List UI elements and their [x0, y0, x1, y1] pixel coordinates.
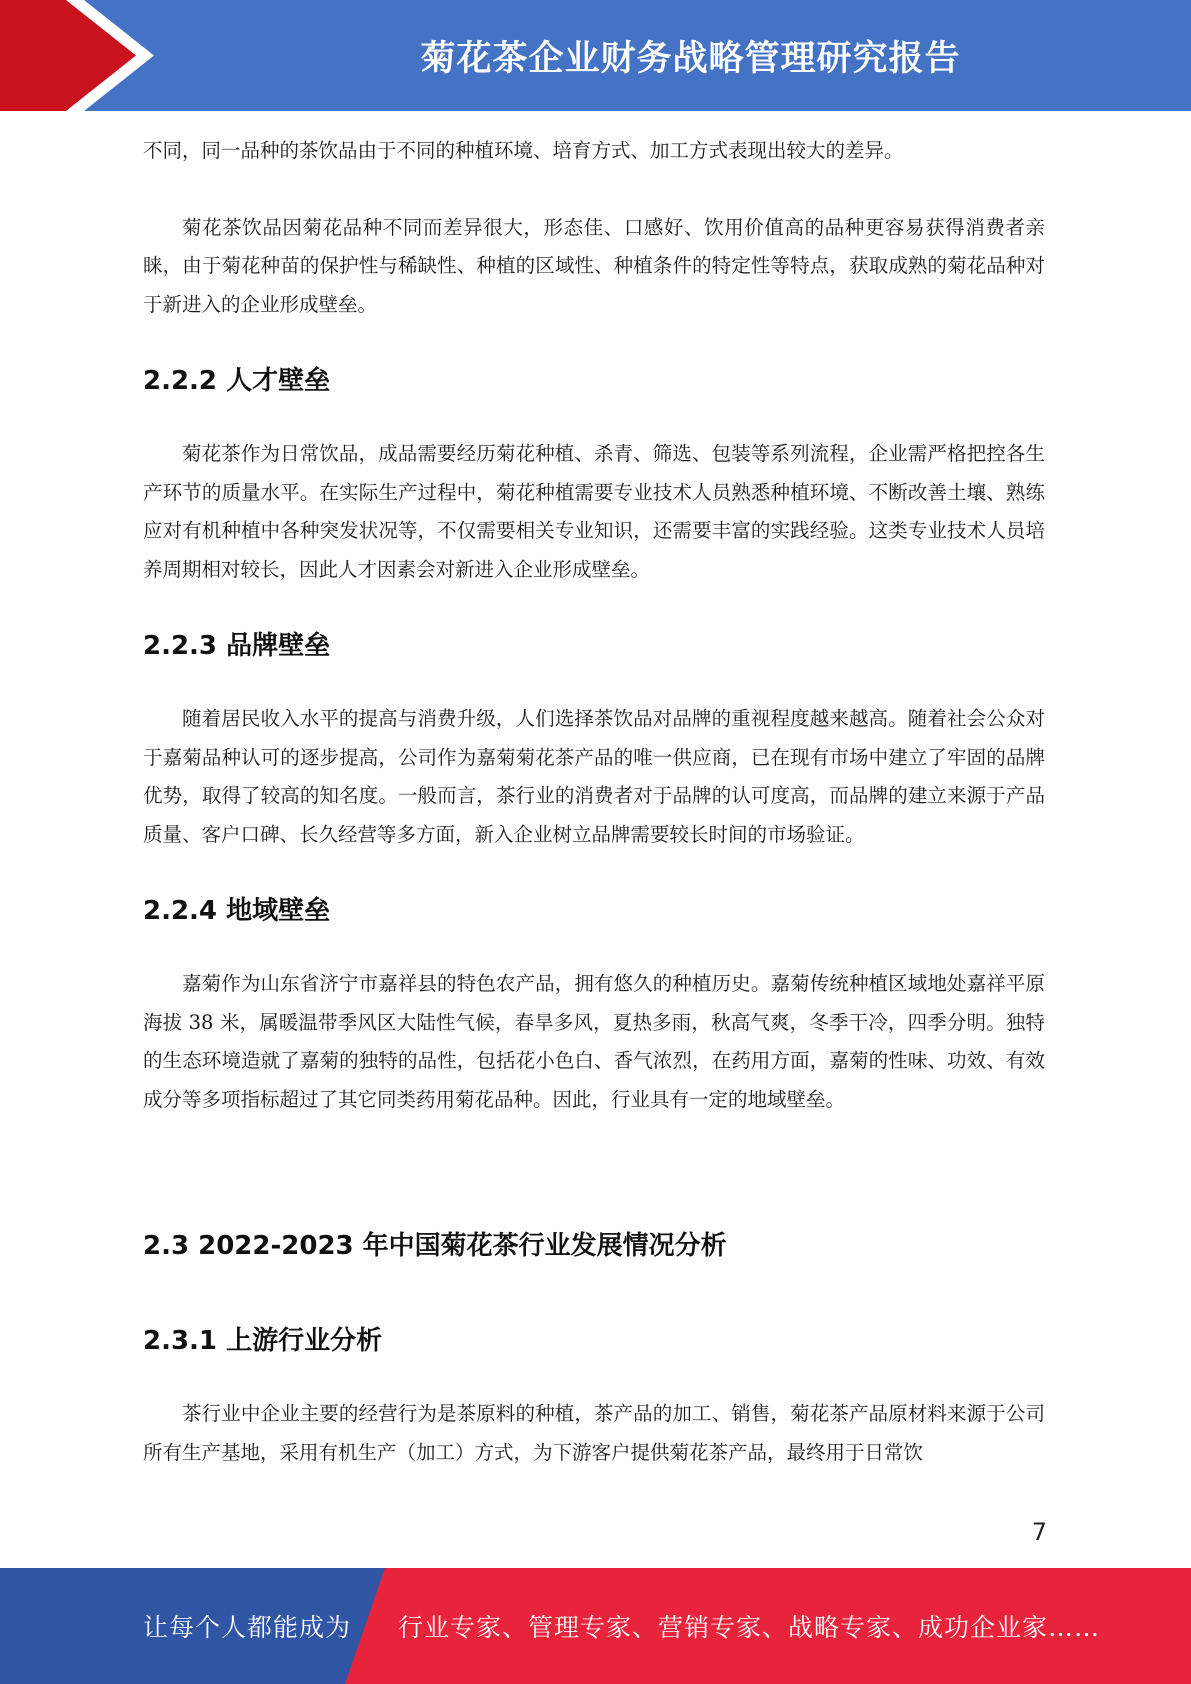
footer-slogan-left: 让每个人都能成为: [143, 1613, 352, 1642]
section-heading-2-2-3: 2.2.3 品牌壁垒: [143, 631, 331, 661]
paragraph: 菊花茶饮品因菊花品种不同而差异很大，形态佳、口感好、饮用价值高的品种更容易获得消费者亲睐，由于菊花种苗的保护性与稀缺性、种植的区域性、种植条件的特定性等特点，获取成熟的菊花品种对于新进入的企业形成壁垒。: [143, 215, 1045, 316]
page-header: [0, 0, 1191, 111]
paragraph: 随着居民收入水平的提高与消费升级，人们选择茶饮品对品牌的重视程度越来越高。随着社会公众对于嘉菊品种认可的逐步提高，公司作为嘉菊菊花茶产品的唯一供应商，已在现有市场中建立了牢固的品牌优势，取得了较高的知名度。一般而言，茶行业的消费者对于品牌的认可度高，而品牌的建立来源于产品质量、客户口碑、长久经营等多方面，新入企业树立品牌需要较长时间的市场验证。: [143, 707, 1045, 846]
document-body: [143, 132, 1045, 1472]
header-arrow-decoration: [0, 0, 160, 111]
section-heading-2-3: 2.3 2022-2023 年中国菊花茶行业发展情况分析: [143, 1231, 727, 1261]
page-number: 7: [1031, 1518, 1047, 1546]
document-title: 菊花茶企业财务战略管理研究报告: [420, 38, 961, 79]
section-heading-2-3-1: 2.3.1 上游行业分析: [143, 1326, 383, 1356]
footer-slogan-right: 行业专家、管理专家、营销专家、战略专家、成功企业家……: [398, 1613, 1101, 1642]
section-heading-2-2-2: 2.2.2 人才壁垒: [143, 366, 331, 396]
paragraph: 不同，同一品种的茶饮品由于不同的种植环境、培育方式、加工方式表现出较大的差异。: [143, 139, 904, 162]
page-footer: [0, 1568, 1191, 1684]
paragraph: 嘉菊作为山东省济宁市嘉祥县的特色农产品，拥有悠久的种植历史。嘉菊传统种植区域地处嘉祥平原海拔 38 米，属暖温带季风区大陆性气候，春旱多风，夏热多雨，秋高气爽，冬季干冷，四季分明。独特的生态环境造就了嘉菊的独特的品性，包括花小色白、香气浓烈，在药用方面，嘉菊的性味、功效、有效成分等多项指标超过了其它同类药用菊花品种。因此，行业具有一定的地域壁垒。: [143, 972, 1045, 1111]
section-heading-2-2-4: 2.2.4 地域壁垒: [143, 896, 331, 926]
paragraph: 菊花茶作为日常饮品，成品需要经历菊花种植、杀青、筛选、包装等系列流程，企业需严格把控各生产环节的质量水平。在实际生产过程中，菊花种植需要专业技术人员熟悉种植环境、不断改善土壤、熟练应对有机种植中各种突发状况等，不仅需要相关专业知识，还需要丰富的实践经验。这类专业技术人员培养周期相对较长，因此人才因素会对新进入企业形成壁垒。: [143, 442, 1045, 581]
header-red-arrow: [0, 0, 136, 111]
paragraph: 茶行业中企业主要的经营行为是茶原料的种植，茶产品的加工、销售，菊花茶产品原材料来源于公司所有生产基地，采用有机生产（加工）方式，为下游客户提供菊花茶产品，最终用于日常饮: [143, 1402, 1045, 1464]
